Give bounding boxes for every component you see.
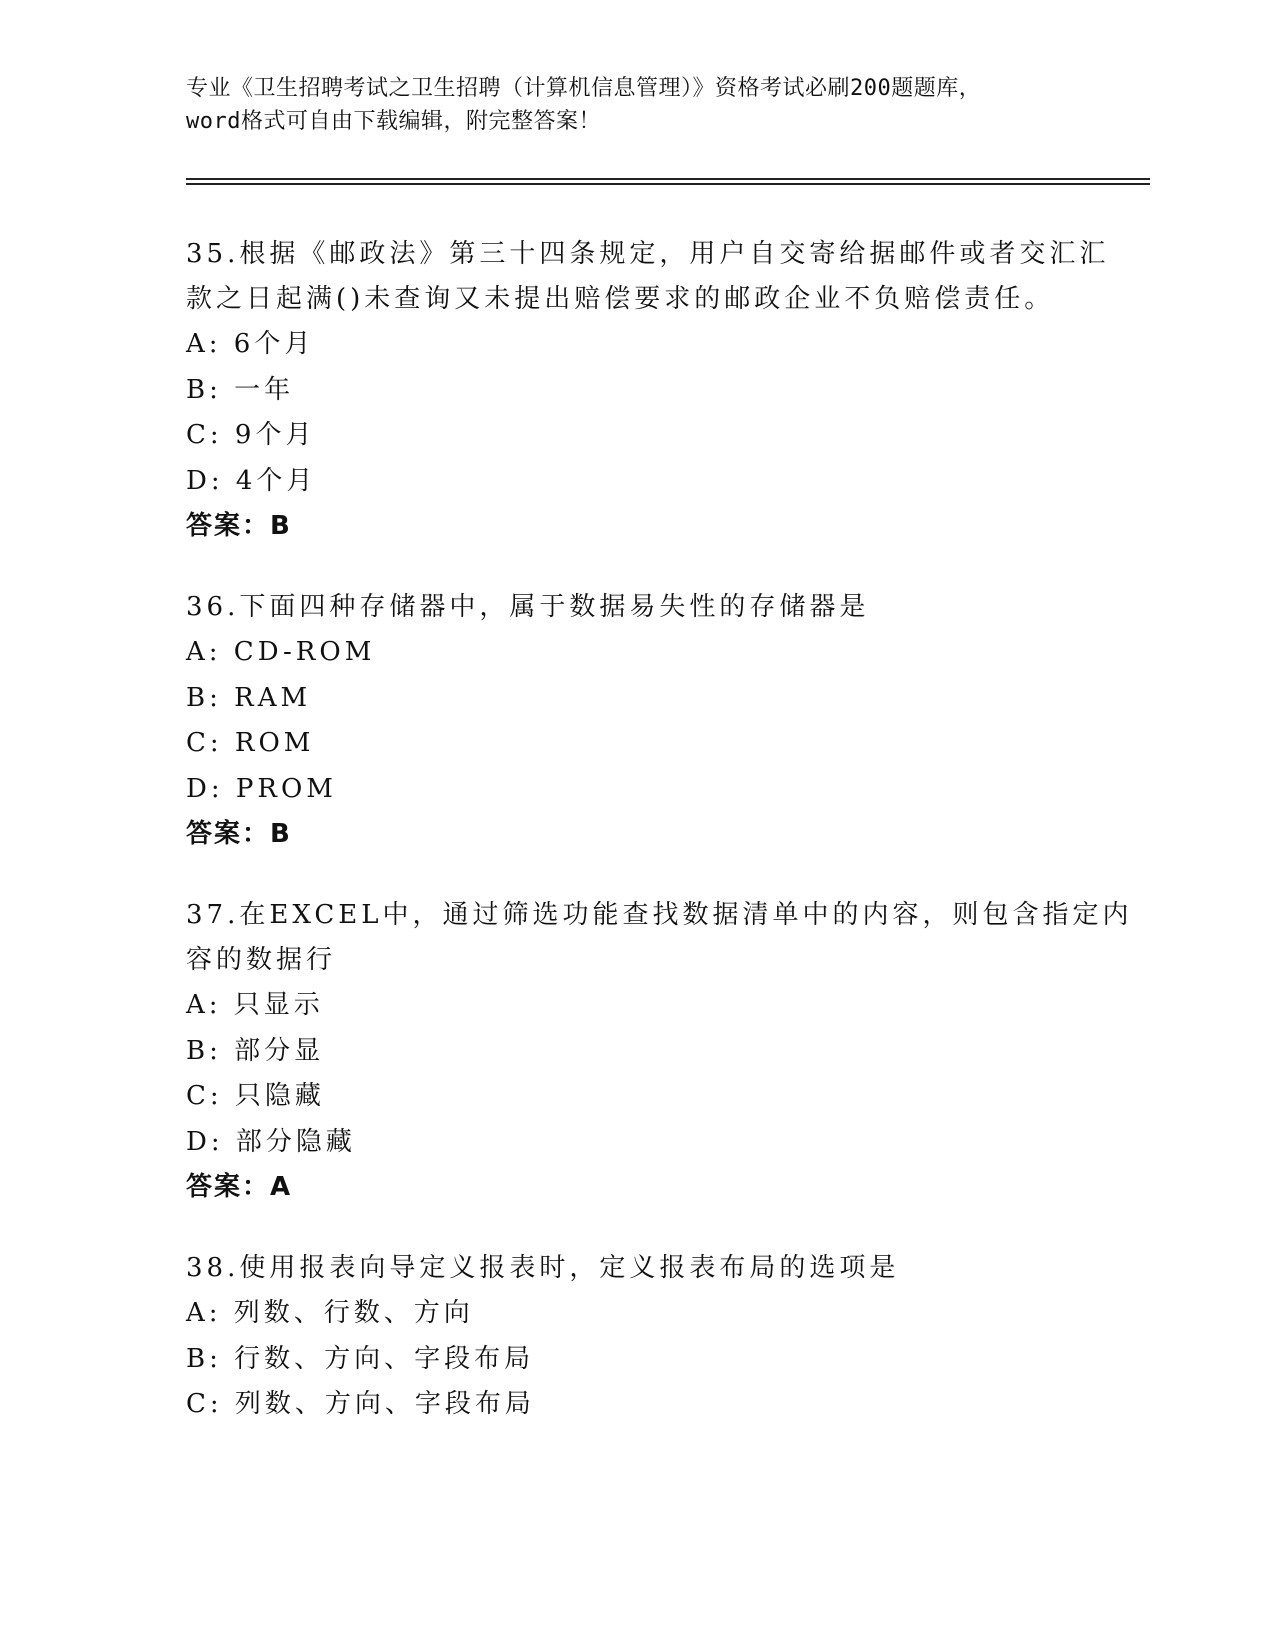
option-b: B: 行数、方向、字段布局 (186, 1343, 535, 1374)
question-35 (186, 232, 1110, 549)
option-c: C: 9个月 (186, 420, 316, 450)
option-a: A: 只显示 (186, 990, 324, 1020)
header-divider-top (186, 178, 1150, 180)
option-c: C: 只隐藏 (186, 1081, 325, 1111)
option-c: C: 列数、方向、字段布局 (186, 1389, 535, 1419)
option-a: A: 列数、行数、方向 (186, 1298, 474, 1328)
header-line-1: 专业《卫生招聘考试之卫生招聘（计算机信息管理）》资格考试必刷200题题库， (186, 76, 982, 101)
question-stem-line: 38.使用报表向导定义报表时，定义报表布局的选项是 (186, 1253, 900, 1283)
option-a: A: 6个月 (186, 329, 315, 359)
question-stem-line: 容的数据行 (186, 945, 337, 975)
question-38 (186, 1246, 1086, 1428)
option-b: B: RAM (186, 682, 312, 713)
option-c: C: ROM (186, 728, 315, 758)
header-line-2: word格式可自由下载编辑，附完整答案！ (186, 109, 601, 134)
question-stem-line: 37.在EXCEL中，通过筛选功能查找数据清单中的内容，则包含指定内 (186, 900, 1133, 930)
question-36 (186, 585, 1086, 857)
option-d: D: 4个月 (186, 465, 317, 496)
question-stem-line: 36.下面四种存储器中，属于数据易失性的存储器是 (186, 592, 870, 622)
option-d: D: PROM (186, 773, 337, 804)
document-header (186, 72, 1086, 138)
option-a: A: CD-ROM (186, 637, 376, 667)
question-stem-line: 35.根据《邮政法》第三十四条规定，用户自交寄给据邮件或者交汇汇 (186, 239, 1110, 269)
answer-label: 答案：B (186, 511, 292, 541)
question-37 (186, 893, 1133, 1210)
option-b: B: 一年 (186, 374, 295, 405)
header-divider-bottom (186, 183, 1150, 185)
option-b: B: 部分显 (186, 1035, 325, 1066)
question-stem-line: 款之日起满()未查询又未提出赔偿要求的邮政企业不负赔偿责任。 (186, 284, 1055, 314)
question-list (186, 232, 1133, 1464)
answer-label: 答案：B (186, 819, 292, 849)
option-d: D: 部分隐藏 (186, 1126, 356, 1157)
answer-label: 答案：A (186, 1172, 293, 1202)
